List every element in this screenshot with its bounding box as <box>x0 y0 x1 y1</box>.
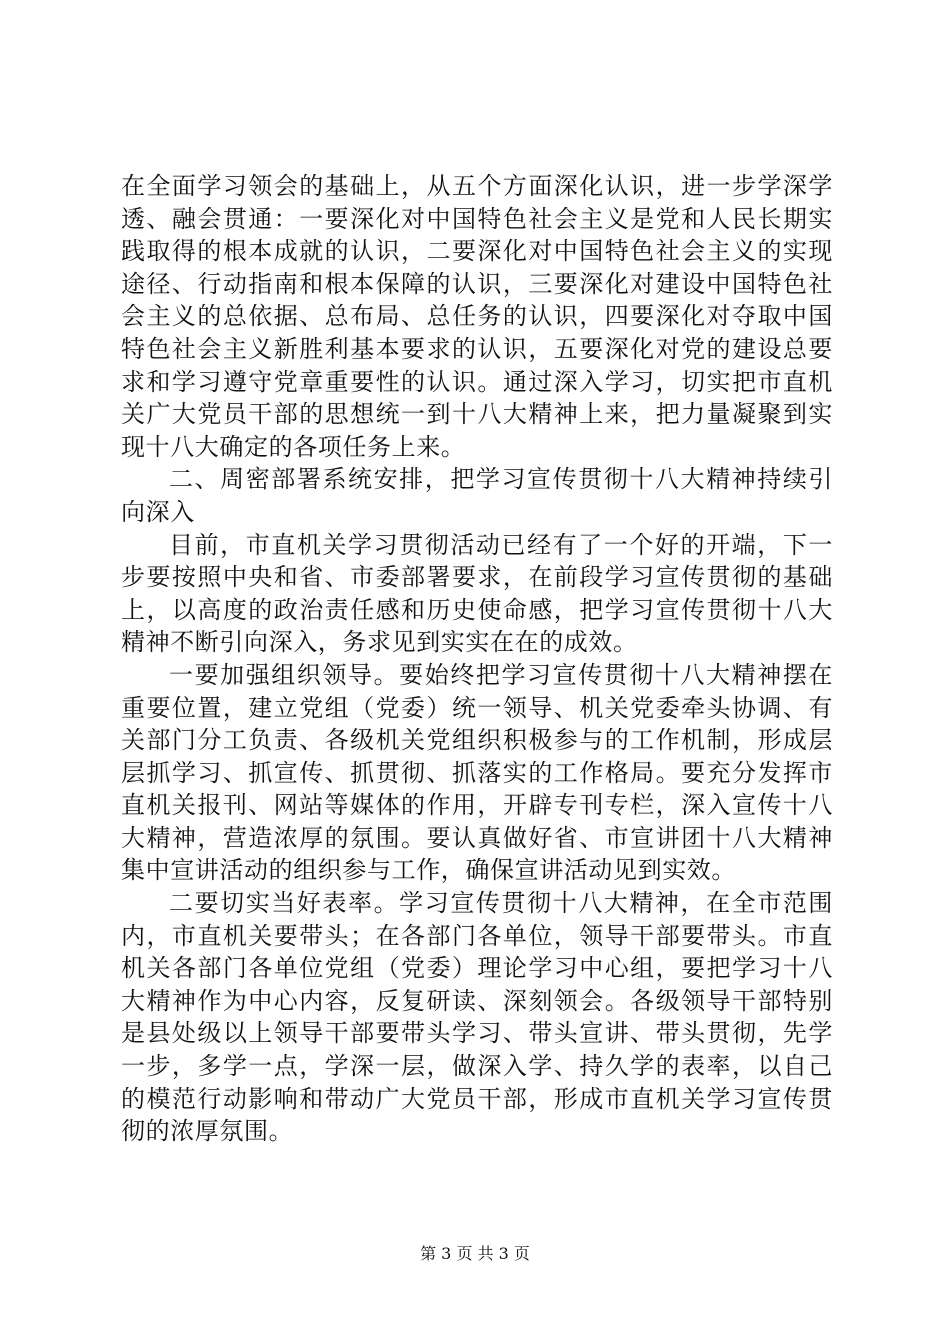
section-heading: 二、周密部署系统安排，把学习宣传贯彻十八大精神持续引向深入 <box>121 465 833 526</box>
page-footer <box>0 1243 950 1265</box>
document-body <box>121 170 833 1148</box>
paragraph: 目前，市直机关学习贯彻活动已经有了一个好的开端，下一步要按照中央和省、市委部署要求，在前段学习宣传贯彻的基础上，以高度的政治责任感和历史使命感，把学习宣传贯彻十八大精神不断引向深入，务求见到实实在在的成效。 <box>121 530 833 657</box>
paragraph: 一要加强组织领导。要始终把学习宣传贯彻十八大精神摆在重要位置，建立党组（党委）统一领导、机关党委牵头协调、有关部门分工负责、各级机关党组织积极参与的工作机制，形成层层抓学习、抓宣传、抓贯彻、抓落实的工作格局。要充分发挥市直机关报刊、网站等媒体的作用，开辟专刊专栏，深入宣传十八大精神，营造浓厚的氛围。要认真做好省、市宣讲团十八大精神集中宣讲活动的组织参与工作，确保宣讲活动见到实效。 <box>121 660 833 885</box>
page-number: 第 3 页 共 3 页 <box>420 1244 530 1263</box>
paragraph-continuation: 在全面学习领会的基础上，从五个方面深化认识，进一步学深学透、融会贯通：一要深化对中国特色社会主义是党和人民长期实践取得的根本成就的认识，二要深化对中国特色社会主义的实现途径、行动指南和根本保障的认识，三要深化对建设中国特色社会主义的总依据、总布局、总任务的认识，四要深化对夺取中国特色社会主义新胜利基本要求的认识，五要深化对党的建设总要求和学习遵守党章重要性的认识。通过深入学习，切实把市直机关广大党员干部的思想统一到十八大精神上来，把力量凝聚到实现十八大确定的各项任务上来。 <box>121 172 833 461</box>
paragraph: 二要切实当好表率。学习宣传贯彻十八大精神，在全市范围内，市直机关要带头；在各部门各单位，领导干部要带头。市直机关各部门各单位党组（党委）理论学习中心组，要把学习十八大精神作为中心内容，反复研读、深刻领会。各级领导干部特别是县处级以上领导干部要带头学习、带头宣讲、带头贯彻，先学一步，多学一点，学深一层，做深入学、持久学的表率，以自己的模范行动影响和带动广大党员干部，形成市直机关学习宣传贯彻的浓厚氛围。 <box>121 889 833 1146</box>
